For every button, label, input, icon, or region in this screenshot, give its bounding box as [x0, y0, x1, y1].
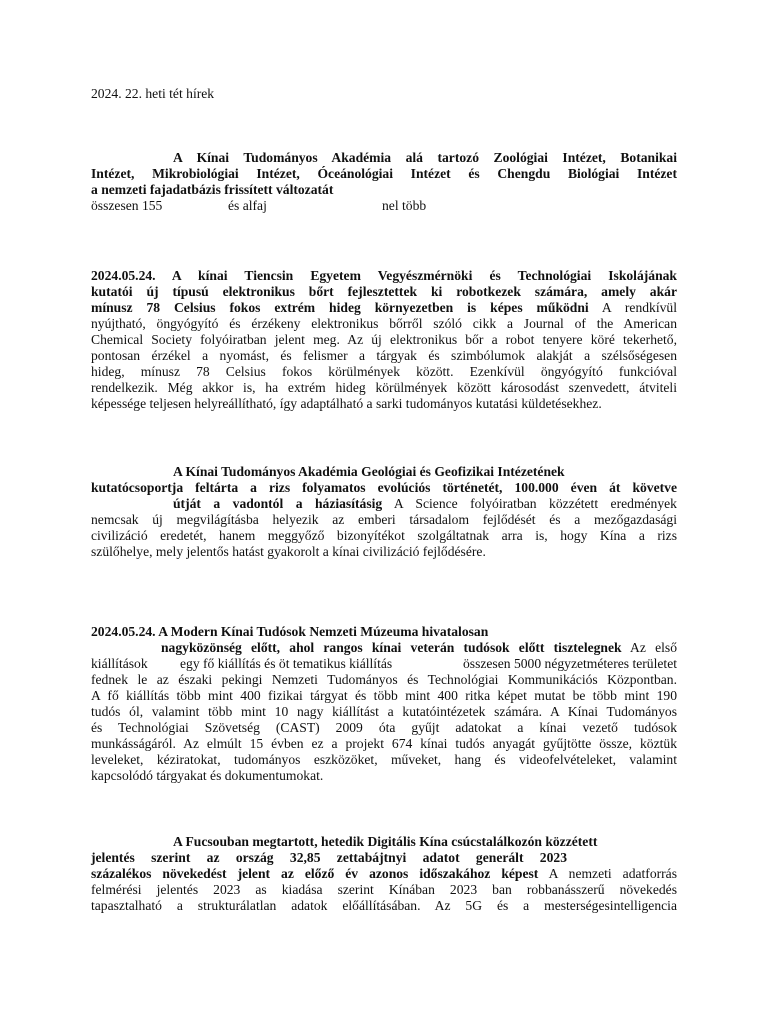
article-4-title-line-2-rest: Az első [630, 640, 677, 655]
article-3 [91, 464, 677, 560]
article-3-body-line-3: szülőhelye, mely jelentős hatást gyakorolt a kínai civilizáció fejlődésére. [91, 544, 486, 559]
article-4-title-line-1: 2024.05.24. A Modern Kínai Tudósok Nemzeti Múzeuma hivatalosan [91, 624, 489, 639]
article-2-body-line-3: pontosan érzékel a nyomást, és felismer a tárgyak és szimbólumok alakját a szélsőségesen [91, 348, 677, 363]
article-5-body-line-2: tapasztalható a strukturálatlan adatok előállításában. Az 5G és a mesterségesintelligencia [91, 898, 677, 913]
article-4-body-line-1: fednek le az északi pekingi Nemzeti Tudományos és Technológiai Kommunikációs Központban. [91, 672, 677, 687]
article-2-body-line-2: Chemical Society folyóiratban jelent meg. Az új elektronikus bőr a robot tenyere köré tekerhető, [91, 332, 677, 347]
article-3-title-line-1: A Kínai Tudományos Akadémia Geológiai és Geofizikai Intézetének [173, 464, 565, 479]
article-2 [91, 268, 677, 412]
document-header: 2024. 22. heti tét hírek [91, 86, 215, 101]
article-3-title-line-3-bold: útját a vadontól a háziasításig [173, 496, 383, 511]
article-4-line-3-part-3: összesen 5000 négyzetméteres területet [462, 656, 677, 671]
article-1-stat-more: nel több [382, 198, 427, 213]
article-1-title-line-2: Intézet, Mikrobiológiai Intézet, Óceánológiai Intézet és Chengdu Biológiai Intézet [91, 166, 677, 181]
article-4-body-line-2: A fő kiállítás több mint 400 fizikai tárgyat és több mint 400 ritka képet mutat be több mint 190 [91, 688, 677, 703]
article-3-body-line-2: civilizáció eredetét, hanem meggyőző bizonyítékot szolgáltatnak arra is, hogy Kína a rizs [91, 528, 677, 543]
article-2-body-line-4: hideg, mínusz 78 Celsius fokos körülmények között. Ezenkívül öngyógyító funkcióval [91, 364, 677, 379]
article-2-title-line-3-bold: mínusz 78 Celsius fokos extrém hideg környezetben is képes működni [91, 300, 589, 315]
article-2-body-line-1: nyújtható, öngyógyító és érzékeny elektronikus bőrről szóló cikk a Journal of the American [91, 316, 677, 331]
article-2-title-line-3-rest: A rendkívül [601, 300, 677, 315]
article-2-title-line-2: kutatói új típusú elektronikus bőrt fejlesztettek ki robotkezek számára, amely akár [91, 284, 677, 299]
article-2-body-line-5: rendelkezik. Még akkor is, ha extrém hideg körülmények között károsodást szenvedett, átviteli [91, 380, 677, 395]
article-1-stats [91, 198, 677, 214]
article-2-body-line-6: képessége teljesen helyreállítható, így adaptálható a sarki tudományos kutatási küldetésekhez. [91, 396, 602, 411]
article-5-body-line-1: felmérési jelentés 2023 as kiadása szerint Kínában 2023 ban robbanásszerű növekedés [91, 882, 677, 897]
article-4-body-line-3: tudós ól, valamint több mint 10 nagy kiállítást a kutatóintézetek számára. A Kínai Tudományos [91, 704, 677, 719]
article-1-stat-total: összesen 155 [91, 198, 163, 213]
article-1 [91, 150, 677, 214]
article-4-line-3 [91, 656, 677, 672]
article-4-title-line-2 [91, 640, 677, 656]
article-1-stat-subspecies: és alfaj [228, 198, 267, 213]
article-3-title-line-3 [91, 496, 677, 512]
article-3-title-line-3-rest: A Science folyóiratban közzétett eredmények [393, 496, 677, 511]
article-1-title-line-3: a nemzeti fajadatbázis frissített változatát [91, 182, 334, 197]
article-3-title-line-2: kutatócsoportja feltárta a rizs folyamatos evolúciós történetét, 100.000 éven át követve [91, 480, 677, 495]
article-5-title-line-3-rest: A nemzeti adatforrás [548, 866, 677, 881]
article-2-title-line-1: 2024.05.24. A kínai Tiencsin Egyetem Vegyészmérnöki és Technológiai Iskolájának [91, 268, 677, 283]
article-5-title-line-1: A Fucsouban megtartott, hetedik Digitális Kína csúcstalálkozón közzétett [173, 834, 598, 849]
article-4-line-3-part-1: kiállítások [91, 656, 148, 671]
article-4 [91, 624, 677, 784]
article-1-title-line-1: A Kínai Tudományos Akadémia alá tartozó Zoológiai Intézet, Botanikai [173, 150, 677, 165]
article-2-title-line-3 [91, 300, 677, 316]
article-4-body-line-4: és Technológiai Szövetség (CAST) 2009 óta gyűjt adatokat a kínai vezető tudósok [91, 720, 677, 735]
article-3-body-line-1: nemcsak új megvilágításba helyezik az emberi társadalom fejlődését és a mezőgazdasági [91, 512, 677, 527]
article-4-body-line-7: kapcsolódó tárgyakat és dokumentumokat. [91, 768, 324, 783]
article-5 [91, 834, 677, 914]
article-5-title-line-3 [91, 866, 677, 882]
article-5-title-line-2: jelentés szerint az ország 32,85 zettabájtnyi adatot generált 2023 [91, 850, 567, 865]
article-5-title-line-3-bold: százalékos növekedést jelent az előző év azonos időszakához képest [91, 866, 539, 881]
article-4-body-line-5: munkásságáról. Az elmúlt 15 évben ez a projekt 674 kínai tudós anyagát gyűjtötte össze, köztük [91, 736, 677, 751]
article-4-body-line-6: leveleket, kéziratokat, tudományos eszközöket, műveket, hang és videofelvételeket, valamint [91, 752, 677, 767]
article-4-title-line-2-bold: nagyközönség előtt, ahol rangos kínai veterán tudósok előtt tisztelegnek [161, 640, 622, 655]
article-4-line-3-part-2: egy fő kiállítás és öt tematikus kiállítás [180, 656, 393, 671]
